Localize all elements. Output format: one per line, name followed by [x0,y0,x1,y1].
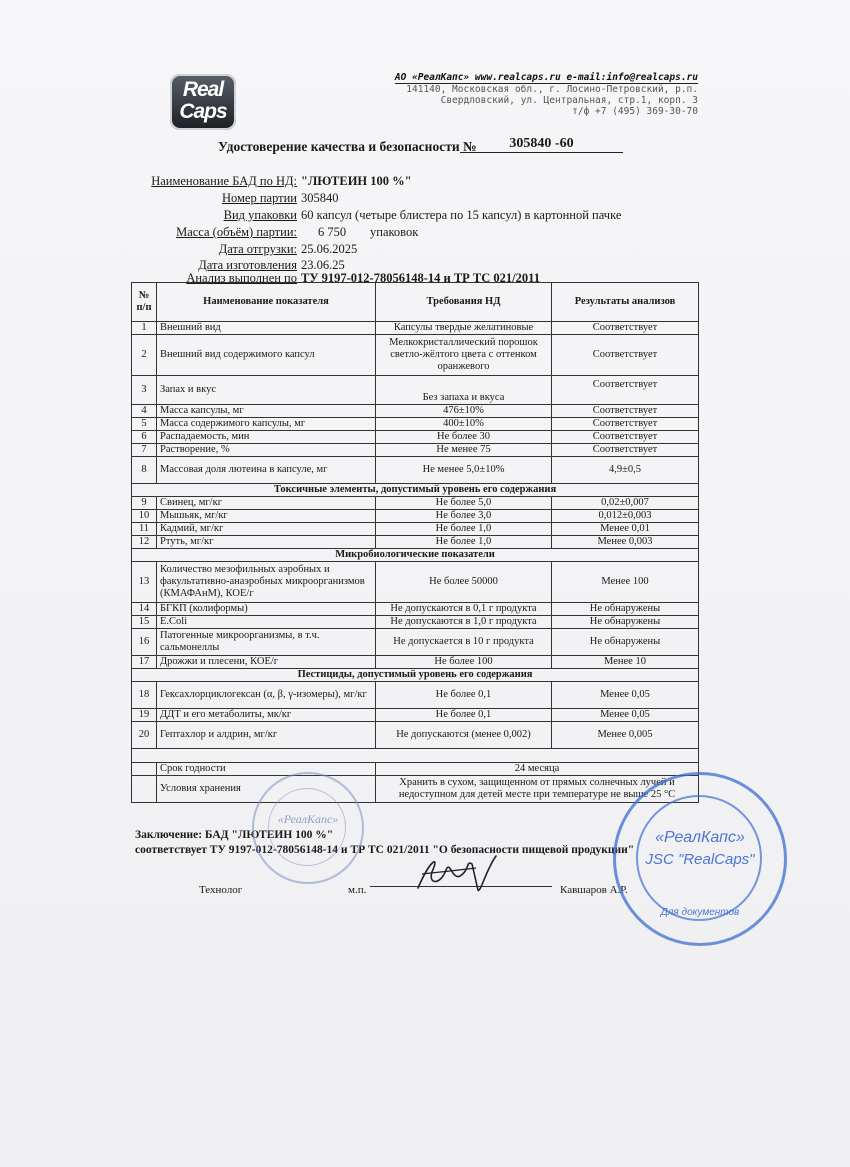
row-number: 20 [132,722,157,749]
company-phone: т/ф +7 (495) 369-30-70 [572,106,698,117]
logo-text-real: Real [182,78,224,101]
storage-conditions-value: Хранить в сухом, защищенном от прямых солнечных лучей и недоступном для детей месте при температуре не выше 25 °С [376,776,699,803]
row-indicator: Массовая доля лютеина в капсуле, мг [157,457,376,484]
row-number: 11 [132,523,157,536]
row-indicator: Срок годности [157,763,376,776]
row-result: Соответствует [552,335,699,376]
company-round-stamp [613,772,787,946]
row-number: 3 [132,376,157,405]
row-indicator: Условия хранения [157,776,376,803]
row-number [132,776,157,803]
row-requirement: Не более 5,0 [376,497,552,510]
row-result: Соответствует [552,431,699,444]
table-row-storage [132,776,699,803]
table-row [132,722,699,749]
row-result: 0,012±0,003 [552,510,699,523]
header-requirement: Требования НД [376,283,552,322]
table-row [132,405,699,418]
row-number [132,763,157,776]
row-indicator: Внешний вид [157,322,376,335]
row-result: Не обнаружены [552,603,699,616]
signatory-name: Кавшаров А.Р. [560,884,628,896]
row-result: Соответствует [552,376,699,405]
row-number: 13 [132,562,157,603]
analysis-table [131,282,699,803]
table-row [132,562,699,603]
table-row [132,376,699,405]
table-row [132,682,699,709]
table-row [132,322,699,335]
row-requirement: Не более 1,0 [376,536,552,549]
company-header-line1: АО «РеалКапс» www.realcaps.ru e-mail:info@realcaps.ru [394,72,698,83]
row-indicator: Количество мезофильных аэробных и факультативно-анаэробных микроорганизмов (КМАФАнМ), КОЕ/г [157,562,376,603]
certificate-title: Удостоверение качества и безопасности № [218,139,477,154]
row-indicator: Распадаемость, мин [157,431,376,444]
section-row-micro [132,549,699,562]
table-row [132,457,699,484]
row-indicator: Масса капсулы, мг [157,405,376,418]
table-row [132,603,699,616]
stamp-place-label: м.п. [348,884,367,896]
table-row [132,497,699,510]
realcaps-logo [170,74,236,130]
row-number: 2 [132,335,157,376]
info-value-mfg-date: 23.06.25 [301,258,345,272]
row-result: Менее 10 [552,656,699,669]
row-indicator: БГКП (колиформы) [157,603,376,616]
stamp-inner-ring [268,788,346,866]
row-indicator: Кадмий, мг/кг [157,523,376,536]
info-value-package: 60 капсул (четыре блистера по 15 капсул) в картонной пачке [301,208,622,222]
table-row [132,431,699,444]
row-indicator: Растворение, % [157,444,376,457]
row-result: Менее 100 [552,562,699,603]
row-requirement: 400±10% [376,418,552,431]
row-number: 15 [132,616,157,629]
conclusion-line1: Заключение: БАД "ЛЮТЕИН 100 %" [135,829,334,841]
row-number: 12 [132,536,157,549]
company-address-line2: Свердловский, ул. Центральная, стр.1, корп. 3 [440,95,698,106]
row-indicator: E.Coli [157,616,376,629]
row-result: 4,9±0,5 [552,457,699,484]
stamp-text-en: JSC "RealCaps" [645,851,755,868]
header-number: № п/п [132,283,157,322]
table-row [132,629,699,656]
info-value-batch: 305840 [301,191,339,205]
table-row [132,616,699,629]
row-number: 19 [132,709,157,722]
row-number: 16 [132,629,157,656]
row-indicator: Гексахлорциклогексан (α, β, γ-изомеры), мг/кг [157,682,376,709]
header-result: Результаты анализов [552,283,699,322]
table-row [132,444,699,457]
row-number: 5 [132,418,157,431]
row-indicator: Дрожжи и плесени, КОЕ/г [157,656,376,669]
row-requirement: 476±10% [376,405,552,418]
row-number: 14 [132,603,157,616]
conclusion-line2: соответствует ТУ 9197-012-78056148-14 и ТР ТС 021/2011 "О безопасности пищевой продукции" [135,844,635,856]
section-row-pesticides [132,669,699,682]
row-result: Соответствует [552,322,699,335]
certificate-number: 305840 -60 [460,136,623,153]
table-row [132,709,699,722]
shelf-life-value: 24 месяца [376,763,699,776]
row-number: 18 [132,682,157,709]
document-page: Real Caps АО «РеалКапс» www.realcaps.ru e-mail:info@realcaps.ru 141140, Московская обл., г. Лосино-Петровский, р.п. Свердловский, ул. Центральная, стр.1, корп. 3 т/ф +7 (495) 369-30-70 Удостоверение качества и безопасности № 305840 -60 Наименование БАД по НД: "ЛЮТЕИН 100 %" Номер партии 305840 Вид упаковки 60 капсул (четыре блистера по 15 капсул) в картонной пачке Масса (объём) партии: 6 750 упаковок Дата отгрузки: 25.06.2025 Дата изготовления 23.06.25 Анализ выполнен по ТУ 9197-012-78056148-14 и ТР ТС 021/2011 № п/п Наименование показателя Требования НД Результаты анализов 1 Внешний вид Капсулы твердые желатиновые Соответствует 2 Внешний вид содержимого капсул Мелкокристаллический порошок светло-жёлтого цвета с оттенком оранжевого Соответствует 3 Запах и вкус Без запаха и вкуса Соответствует 4 Масса капсулы, мг 476±10% Соответствует 5 Масса содержимого капсулы, мг 400±10% Соответствует 6 Распадаемость, мин Не более 30 Соответствует 7 Растворение, % Не менее 75 Соответствует 8 Массовая доля лютеина в капсуле, мг Не менее 5,0±10% 4,9±0,5 Токсичные элементы, допустимый уровень его содержания 9 Свинец, мг/кг Не более 5,0 0,02±0,007 10 Мышьяк, мг/кг Не более 3,0 0,012±0,003 11 Кадмий, мг/кг Не более 1,0 Менее 0,01 12 Ртуть, мг/кг Не более 1,0 Менее 0,003 Микробиологические показатели 13 Количество мезофильных аэробных и факультативно-анаэробных микроорганизмов (КМАФАнМ), КОЕ/г Не более 50000 Менее 100 14 БГКП (колиформы) Не допускаются в 0,1 г продукта Не обнаружены 15 E.Coli Не допускаются в 1,0 г продукта Не обнаружены 16 Патогенные микроорганизмы, в т.ч. сальмонеллы Не допускается в 10 г продукта Не обнаружены 17 Дрожжи и плесени, КОЕ/г Не более 100 Менее 10 Пестициды, допустимый уровень его содержания 18 Гексахлорциклогексан (α, β, γ-изомеры), мг/кг Не более 0,1 Менее 0,05 19 ДДТ и его метаболиты, мк/кг Не более 0,1 Менее 0,05 20 Гептахлор и алдрин, мг/кг Не допускаются (менее 0,002) Менее 0,005 Срок годности 24 месяца Условия хранения Хранить в сухом, защищенном от прямых солнечных лучей и недоступном для детей месте при температуре не выше 25 °С Заключение: БАД "ЛЮТЕИН 100 %" соответствует ТУ 9197-012-78056148-14 и ТР ТС 021/2011 "О безопасности пищевой продукции" Технолог м.п. Кавшаров А.Р. «РеалКапс» «РеалКапс» JSC "RealCaps" Для документов [0,0,850,1167]
row-requirement: Не более 3,0 [376,510,552,523]
row-result: Менее 0,05 [552,709,699,722]
row-number: 4 [132,405,157,418]
info-value-analysis: ТУ 9197-012-78056148-14 и ТР ТС 021/2011 [301,271,540,285]
row-result: Менее 0,005 [552,722,699,749]
row-indicator: Внешний вид содержимого капсул [157,335,376,376]
row-requirement: Не более 0,1 [376,709,552,722]
row-indicator: ДДТ и его метаболиты, мк/кг [157,709,376,722]
info-value-name: "ЛЮТЕИН 100 %" [301,174,412,188]
row-number: 10 [132,510,157,523]
round-stamp-faded [252,772,364,884]
row-result: Менее 0,05 [552,682,699,709]
row-result: Соответствует [552,405,699,418]
info-unit-mass: упаковок [370,225,419,239]
header-indicator: Наименование показателя [157,283,376,322]
row-result: Не обнаружены [552,629,699,656]
row-requirement: Не менее 5,0±10% [376,457,552,484]
table-row [132,510,699,523]
row-requirement: Капсулы твердые желатиновые [376,322,552,335]
logo-text-caps: Caps [179,100,227,123]
section-title-toxic: Токсичные элементы, допустимый уровень его содержания [132,484,699,497]
row-result: Соответствует [552,444,699,457]
row-number: 8 [132,457,157,484]
stamp-text-docs: Для документов [660,907,740,918]
row-requirement: Не менее 75 [376,444,552,457]
spacer-cell [132,749,699,763]
section-row-toxic [132,484,699,497]
row-requirement: Не более 1,0 [376,523,552,536]
row-requirement: Не допускаются в 0,1 г продукта [376,603,552,616]
row-requirement: Не более 0,1 [376,682,552,709]
row-result: Не обнаружены [552,616,699,629]
row-result: 0,02±0,007 [552,497,699,510]
table-header-row [132,283,699,322]
table-row-shelf-life [132,763,699,776]
row-number: 17 [132,656,157,669]
row-indicator: Свинец, мг/кг [157,497,376,510]
row-result: Соответствует [552,418,699,431]
section-title-pesticides: Пестициды, допустимый уровень его содержания [132,669,699,682]
row-requirement: Мелкокристаллический порошок светло-жёлтого цвета с оттенком оранжевого [376,335,552,376]
row-result: Менее 0,003 [552,536,699,549]
row-number: 6 [132,431,157,444]
handwritten-signature [400,850,510,900]
row-requirement: Не более 50000 [376,562,552,603]
row-requirement: Не допускаются в 1,0 г продукта [376,616,552,629]
row-number: 1 [132,322,157,335]
bleed-through-text [420,968,424,984]
row-requirement: Не допускаются (менее 0,002) [376,722,552,749]
table-row [132,335,699,376]
signatory-role: Технолог [199,884,243,896]
row-requirement: Не более 100 [376,656,552,669]
row-number: 7 [132,444,157,457]
row-number: 9 [132,497,157,510]
section-title-micro: Микробиологические показатели [132,549,699,562]
row-indicator: Мышьяк, мг/кг [157,510,376,523]
row-indicator: Запах и вкус [157,376,376,405]
row-indicator: Гептахлор и алдрин, мг/кг [157,722,376,749]
row-result: Менее 0,01 [552,523,699,536]
table-row [132,418,699,431]
table-row [132,656,699,669]
info-value-ship-date: 25.06.2025 [301,242,358,256]
info-value-mass: 6 750 [318,225,347,239]
stamp-text-ru: «РеалКапс» [655,829,745,846]
row-requirement: Не более 30 [376,431,552,444]
row-indicator: Масса содержимого капсулы, мг [157,418,376,431]
table-row [132,523,699,536]
row-requirement: Без запаха и вкуса [376,376,552,405]
row-requirement: Не допускается в 10 г продукта [376,629,552,656]
company-address [406,84,698,117]
table-row [132,536,699,549]
company-address-line1: 141140, Московская обл., г. Лосино-Петровский, р.п. [406,84,698,95]
table-spacer-row [132,749,699,763]
row-indicator: Патогенные микроорганизмы, в т.ч. сальмонеллы [157,629,376,656]
stamp-small-text: «РеалКапс» [277,812,339,826]
row-indicator: Ртуть, мг/кг [157,536,376,549]
